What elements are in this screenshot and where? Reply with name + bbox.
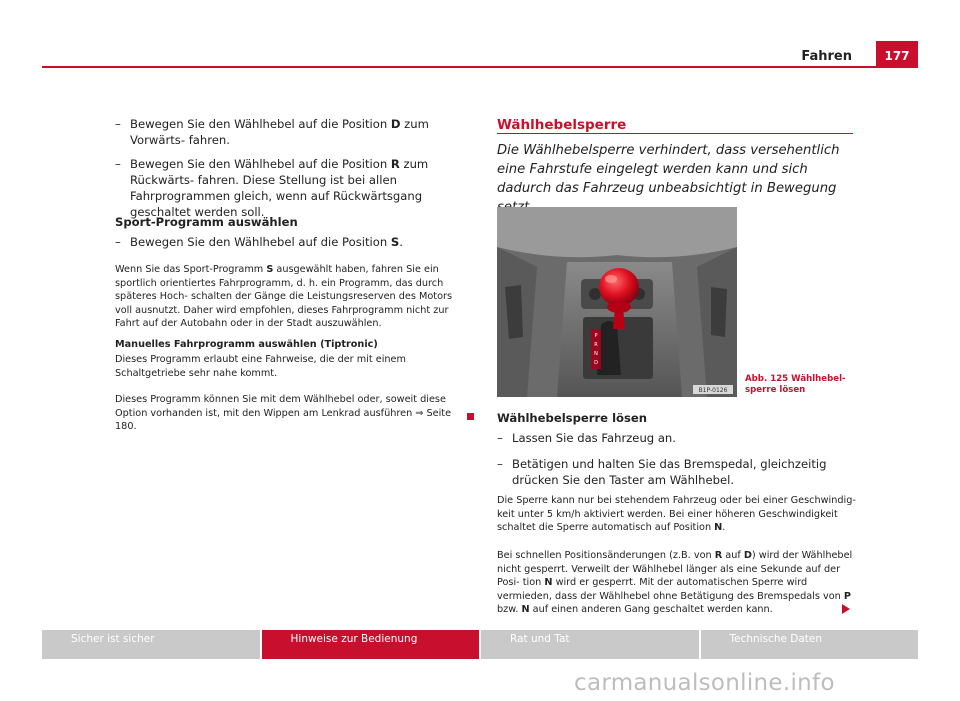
tab-technische-daten[interactable]: Technische Daten	[701, 630, 919, 659]
section-intro: Die Wählhebelsperre verhindert, dass versehentlich eine Fahrstufe eingelegt werden kann und sich dadurch das Fahrzeug unbeabsichtigt in Bewegung	[497, 143, 840, 196]
sport-heading: Sport-Programm auswählen	[115, 215, 298, 229]
page-header-title: Fahren	[801, 49, 852, 64]
sport-paragraph: Wenn Sie das Sport-Programm S ausgewählt haben, fahren Sie ein sportlich orientiertes Fahrprogramm, d. h. ein Programm, das durch späteres Hoch- schalten der Gänge die Leistungsreserven des Motors voll ausnutzt. Daher wird empfohlen, dieses Fahrprogramm nicht zur Fahrt auf der Autobahn oder in der Stadt auszuwählen.	[115, 264, 453, 329]
tab-hinweise-zur-bedienung[interactable]: Hinweise zur Bedienung	[262, 630, 480, 659]
fast-change-paragraph: Bei schnellen Positionsänderungen (z.B. von R auf D) wird der Wählhebel nicht gesperrt. Verweilt der Wählhebel länger als eine Sekunde auf der Posi- tion N wird er gesperrt. Mit der automatischen Sperre wird vermieden, dass der Wählhebel ohne Betätigung des Bremspedals von P bzw. N auf einen anderen Gang geschaltet werden kann.	[497, 550, 853, 615]
tab-sicher-ist-sicher[interactable]: Sicher ist sicher	[42, 630, 260, 659]
chapter-tabs	[42, 630, 918, 659]
instruction-start-vehicle: – Lassen Sie das Fahrzeug an.	[497, 431, 676, 445]
tab-rat-und-tat[interactable]: Rat und Tat	[481, 630, 699, 659]
lock-paragraph: Die Sperre kann nur bei stehendem Fahrzeug oder bei einer Geschwindig- keit unter 5 km/h aktiviert werden. Bei einer höheren Geschwindigkeit schaltet die Sperre automatisch auf Position N.	[497, 495, 856, 533]
section-end-marker	[467, 413, 474, 420]
header-rule	[42, 66, 918, 68]
gear-selector-figure	[497, 207, 737, 397]
bullet-dash: –	[497, 431, 503, 445]
figure-code: B1P-0126	[698, 387, 728, 394]
bullet-dash: –	[115, 235, 121, 249]
tiptronic-paragraph-2: Dieses Programm können Sie mit dem Wählhebel oder, soweit diese Option vorhanden ist, mit den Wippen am Lenkrad ausführen ⇒ Seite 180.	[115, 394, 452, 432]
watermark: carmanualsonline.info	[574, 670, 835, 696]
instruction-sport: – Bewegen Sie den Wählhebel auf die Position S.	[115, 235, 403, 249]
section-rule	[497, 133, 853, 134]
bullet-dash: –	[115, 157, 121, 171]
instruction-press-brake: – Betätigen und halten Sie das Bremspedal, gleichzeitig drücken Sie den Taster am Wählhebel.	[497, 457, 827, 487]
figure-caption: Abb. 125 Wählhebel- sperre lösen	[745, 374, 846, 395]
svg-text:R: R	[594, 342, 598, 348]
gear-selector-illustration	[497, 207, 737, 397]
svg-text:P: P	[594, 333, 598, 339]
tiptronic-paragraph: Dieses Programm erlaubt eine Fahrweise, die der mit einem Schaltgetriebe sehr nahe kommt.	[115, 354, 406, 379]
instruction-forward: – Bewegen Sie den Wählhebel auf die Position D zum Vorwärts- fahren.	[115, 117, 429, 147]
bullet-dash: –	[115, 117, 121, 131]
continue-arrow-icon	[842, 604, 850, 614]
bullet-dash: –	[497, 457, 503, 471]
page-number: 177	[876, 41, 918, 68]
release-heading: Wählhebelsperre lösen	[497, 411, 648, 425]
tiptronic-heading: Manuelles Fahrprogramm auswählen (Tiptronic)	[115, 339, 378, 350]
instruction-reverse: – Bewegen Sie den Wählhebel auf die Position R zum Rückwärts- fahren. Diese Stellung ist bei allen Fahrprogrammen gleich, wenn auf Rückwärtsgang geschaltet werden soll.	[115, 157, 429, 219]
section-title: Wählhebelsperre	[497, 117, 627, 133]
svg-text:D: D	[594, 360, 598, 366]
svg-text:N: N	[594, 351, 598, 357]
